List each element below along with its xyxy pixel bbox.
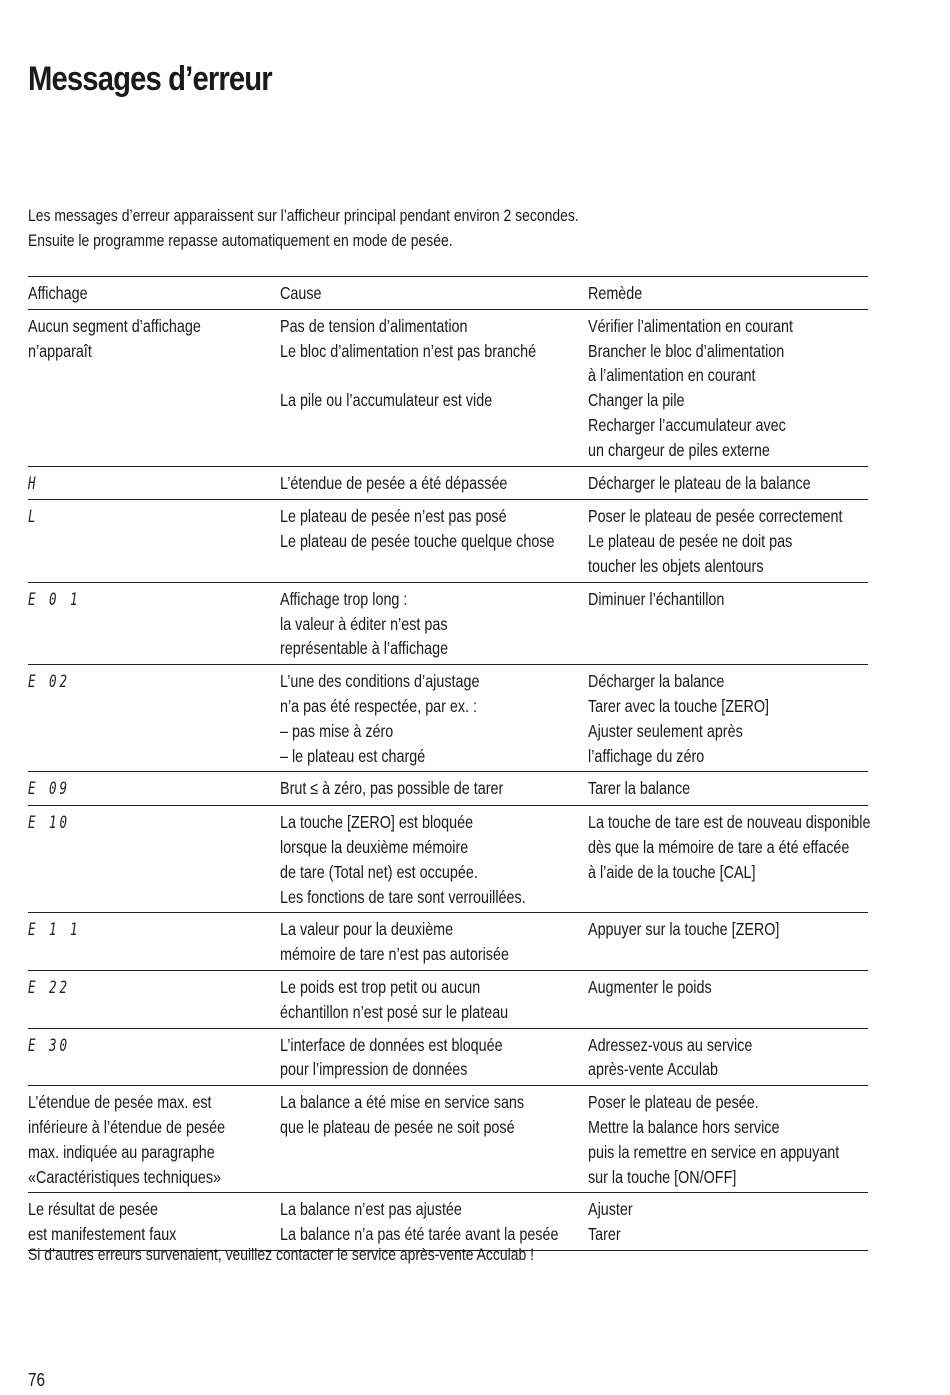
- remedy-cell-line: Poser le plateau de pesée correctement: [588, 506, 843, 527]
- cause-cell-line: [280, 363, 536, 388]
- remedy-cell-line: La touche de tare est de nouveau disponible: [588, 812, 871, 833]
- display-cell-line: n’apparaît: [28, 340, 92, 361]
- table-header-row: [28, 277, 868, 310]
- remedy-cell-line: Tarer avec la touche [ZERO]: [588, 695, 770, 716]
- remedy-cell: [588, 669, 868, 768]
- cause-cell-line: de tare (Total net) est occupée.: [280, 861, 478, 882]
- display-cell: [28, 1090, 280, 1189]
- table-row: [28, 583, 868, 665]
- remedy-cell-line: puis la remettre en service en appuyant: [588, 1141, 840, 1162]
- error-messages-table: [28, 276, 871, 1251]
- page-title: Messages d’erreur: [28, 60, 272, 98]
- cause-cell-line: représentable à l’affichage: [280, 638, 449, 659]
- remedy-cell: [588, 975, 868, 1025]
- display-cell-line: max. indiquée au paragraphe: [28, 1141, 215, 1162]
- cause-cell-line: L’interface de données est bloquée: [280, 1034, 503, 1055]
- remedy-cell-line: Brancher le bloc d’alimentation: [588, 340, 785, 361]
- cause-cell-line: pour l’impression de données: [280, 1059, 468, 1080]
- remedy-cell-line: Adressez-vous au service: [588, 1034, 753, 1055]
- remedy-cell-line: Vérifier l’alimentation en courant: [588, 315, 793, 336]
- cause-cell-line: la valeur à éditer n’est pas: [280, 613, 448, 634]
- remedy-cell-line: Appuyer sur la touche [ZERO]: [588, 919, 780, 940]
- remedy-cell: [588, 1090, 868, 1189]
- cause-cell-line: La touche [ZERO] est bloquée: [280, 812, 474, 833]
- intro-text: [28, 203, 750, 253]
- cause-cell-line: La balance n’est pas ajustée: [280, 1199, 462, 1220]
- header-cause: Cause: [280, 283, 322, 303]
- display-code: E 1 1: [28, 920, 81, 941]
- remedy-cell-line: après-vente Acculab: [588, 1059, 719, 1080]
- display-cell-line: «Caractéristiques techniques»: [28, 1166, 222, 1187]
- display-cell-line: est manifestement faux: [28, 1224, 177, 1245]
- cause-cell-line: L’une des conditions d’ajustage: [280, 671, 480, 692]
- cause-cell-line: lorsque la deuxième mémoire: [280, 836, 469, 857]
- table-row: [28, 1086, 868, 1193]
- display-cell: [28, 975, 280, 1025]
- display-code: E 09: [28, 779, 71, 800]
- intro-line-2: Ensuite le programme repasse automatiquement en mode de pesée.: [28, 231, 453, 250]
- table-row: [28, 772, 868, 806]
- cause-cell-line: Le poids est trop petit ou aucun: [280, 976, 481, 997]
- display-code: E 02: [28, 672, 71, 693]
- display-code: E 0 1: [28, 589, 81, 610]
- cause-cell: [280, 1033, 588, 1083]
- remedy-cell-line: à l’alimentation en courant: [588, 365, 756, 386]
- cause-cell: [280, 1197, 588, 1247]
- cause-cell-line: – le plateau est chargé: [280, 745, 426, 766]
- remedy-cell: [588, 314, 868, 463]
- remedy-cell-line: à l’aide de la touche [CAL]: [588, 861, 756, 882]
- remedy-cell: [588, 471, 868, 497]
- table-row: [28, 971, 868, 1029]
- display-cell: [28, 1033, 280, 1083]
- display-cell: [28, 471, 280, 497]
- table-row: [28, 310, 868, 467]
- display-cell: [28, 504, 280, 578]
- remedy-cell-line: Décharger le plateau de la balance: [588, 472, 811, 493]
- display-code: L: [28, 507, 39, 528]
- remedy-cell-line: Recharger l’accumulateur avec: [588, 414, 786, 435]
- display-cell-line: inférieure à l’étendue de pesée: [28, 1116, 226, 1137]
- display-code: E 10: [28, 813, 71, 834]
- cause-cell: [280, 471, 588, 497]
- cause-cell-line: Pas de tension d’alimentation: [280, 315, 468, 336]
- display-cell-line: Aucun segment d’affichage: [28, 315, 201, 336]
- remedy-cell: [588, 1033, 868, 1083]
- remedy-cell-line: Ajuster seulement après: [588, 720, 743, 741]
- remedy-cell-line: Diminuer l’échantillon: [588, 588, 725, 609]
- cause-cell: [280, 1090, 588, 1189]
- remedy-cell-line: Tarer la balance: [588, 778, 691, 799]
- display-cell: [28, 314, 280, 463]
- cause-cell-line: – pas mise à zéro: [280, 720, 394, 741]
- remedy-cell-line: Poser le plateau de pesée.: [588, 1092, 759, 1113]
- cause-cell-line: Affichage trop long :: [280, 588, 408, 609]
- cause-cell-line: n’a pas été respectée, par ex. :: [280, 695, 478, 716]
- intro-line-1: Les messages d’erreur apparaissent sur l’afficheur principal pendant environ 2 secondes.: [28, 206, 579, 225]
- cause-cell-line: La balance n’a pas été tarée avant la pesée: [280, 1224, 559, 1245]
- table-row: [28, 467, 868, 501]
- cause-cell: [280, 810, 588, 909]
- remedy-cell-line: toucher les objets alentours: [588, 555, 764, 576]
- cause-cell: [280, 917, 588, 967]
- remedy-cell-line: Ajuster: [588, 1199, 633, 1220]
- display-cell: [28, 917, 280, 967]
- remedy-cell-line: Le plateau de pesée ne doit pas: [588, 531, 793, 552]
- display-cell: [28, 776, 280, 802]
- remedy-cell: [588, 810, 871, 909]
- header-display: Affichage: [28, 283, 88, 303]
- remedy-cell-line: l’affichage du zéro: [588, 745, 705, 766]
- cause-cell-line: La pile ou l’accumulateur est vide: [280, 390, 493, 411]
- remedy-cell-line: un chargeur de piles externe: [588, 439, 770, 460]
- cause-cell-line: La valeur pour la deuxième: [280, 919, 454, 940]
- cause-cell: [280, 669, 588, 768]
- cause-cell: [280, 314, 588, 463]
- display-code: E 30: [28, 1035, 71, 1056]
- remedy-cell-line: dès que la mémoire de tare a été effacée: [588, 836, 850, 857]
- remedy-cell-line: Tarer: [588, 1224, 621, 1245]
- remedy-cell-line: Augmenter le poids: [588, 976, 712, 997]
- remedy-cell-line: Décharger la balance: [588, 671, 725, 692]
- cause-cell-line: Le bloc d’alimentation n’est pas branché: [280, 340, 537, 361]
- table-row: [28, 806, 871, 913]
- cause-cell-line: Les fonctions de tare sont verrouillées.: [280, 886, 526, 907]
- cause-cell: [280, 975, 588, 1025]
- remedy-cell: [588, 917, 868, 967]
- table-row: [28, 665, 868, 772]
- display-code: E 22: [28, 977, 71, 998]
- cause-cell-line: que le plateau de pesée ne soit posé: [280, 1116, 515, 1137]
- table-row: [28, 1029, 868, 1087]
- display-cell-line: L’étendue de pesée max. est: [28, 1092, 212, 1113]
- table-row: [28, 913, 868, 971]
- display-cell: [28, 669, 280, 768]
- remedy-cell-line: Mettre la balance hors service: [588, 1116, 780, 1137]
- display-cell: [28, 587, 280, 661]
- cause-cell-line: Brut ≤ à zéro, pas possible de tarer: [280, 778, 504, 799]
- header-remedy: Remède: [588, 283, 643, 303]
- cause-cell-line: échantillon n’est posé sur le plateau: [280, 1001, 509, 1022]
- cause-cell-line: La balance a été mise en service sans: [280, 1092, 525, 1113]
- display-code: H: [28, 473, 39, 494]
- remedy-cell: [588, 587, 868, 661]
- remedy-cell: [588, 1197, 868, 1247]
- display-cell: [28, 1197, 280, 1247]
- remedy-cell: [588, 504, 868, 578]
- cause-cell-line: L’étendue de pesée a été dépassée: [280, 472, 508, 493]
- display-cell: [28, 810, 280, 909]
- cause-cell-line: Le plateau de pesée n’est pas posé: [280, 506, 507, 527]
- cause-cell-line: Le plateau de pesée touche quelque chose: [280, 531, 555, 552]
- table-row: [28, 500, 868, 582]
- display-cell-line: Le résultat de pesée: [28, 1199, 159, 1220]
- page-number: 76: [28, 1370, 46, 1390]
- table-body: [28, 310, 871, 1251]
- cause-cell: [280, 776, 588, 802]
- footer-note: Si d’autres erreurs survenaient, veuillez contacter le service après-vente Acculab !: [28, 1245, 534, 1264]
- cause-cell: [280, 504, 588, 578]
- remedy-cell-line: Changer la pile: [588, 390, 685, 411]
- remedy-cell: [588, 776, 868, 802]
- remedy-cell-line: sur la touche [ON/OFF]: [588, 1166, 737, 1187]
- cause-cell-line: mémoire de tare n’est pas autorisée: [280, 944, 509, 965]
- cause-cell: [280, 587, 588, 661]
